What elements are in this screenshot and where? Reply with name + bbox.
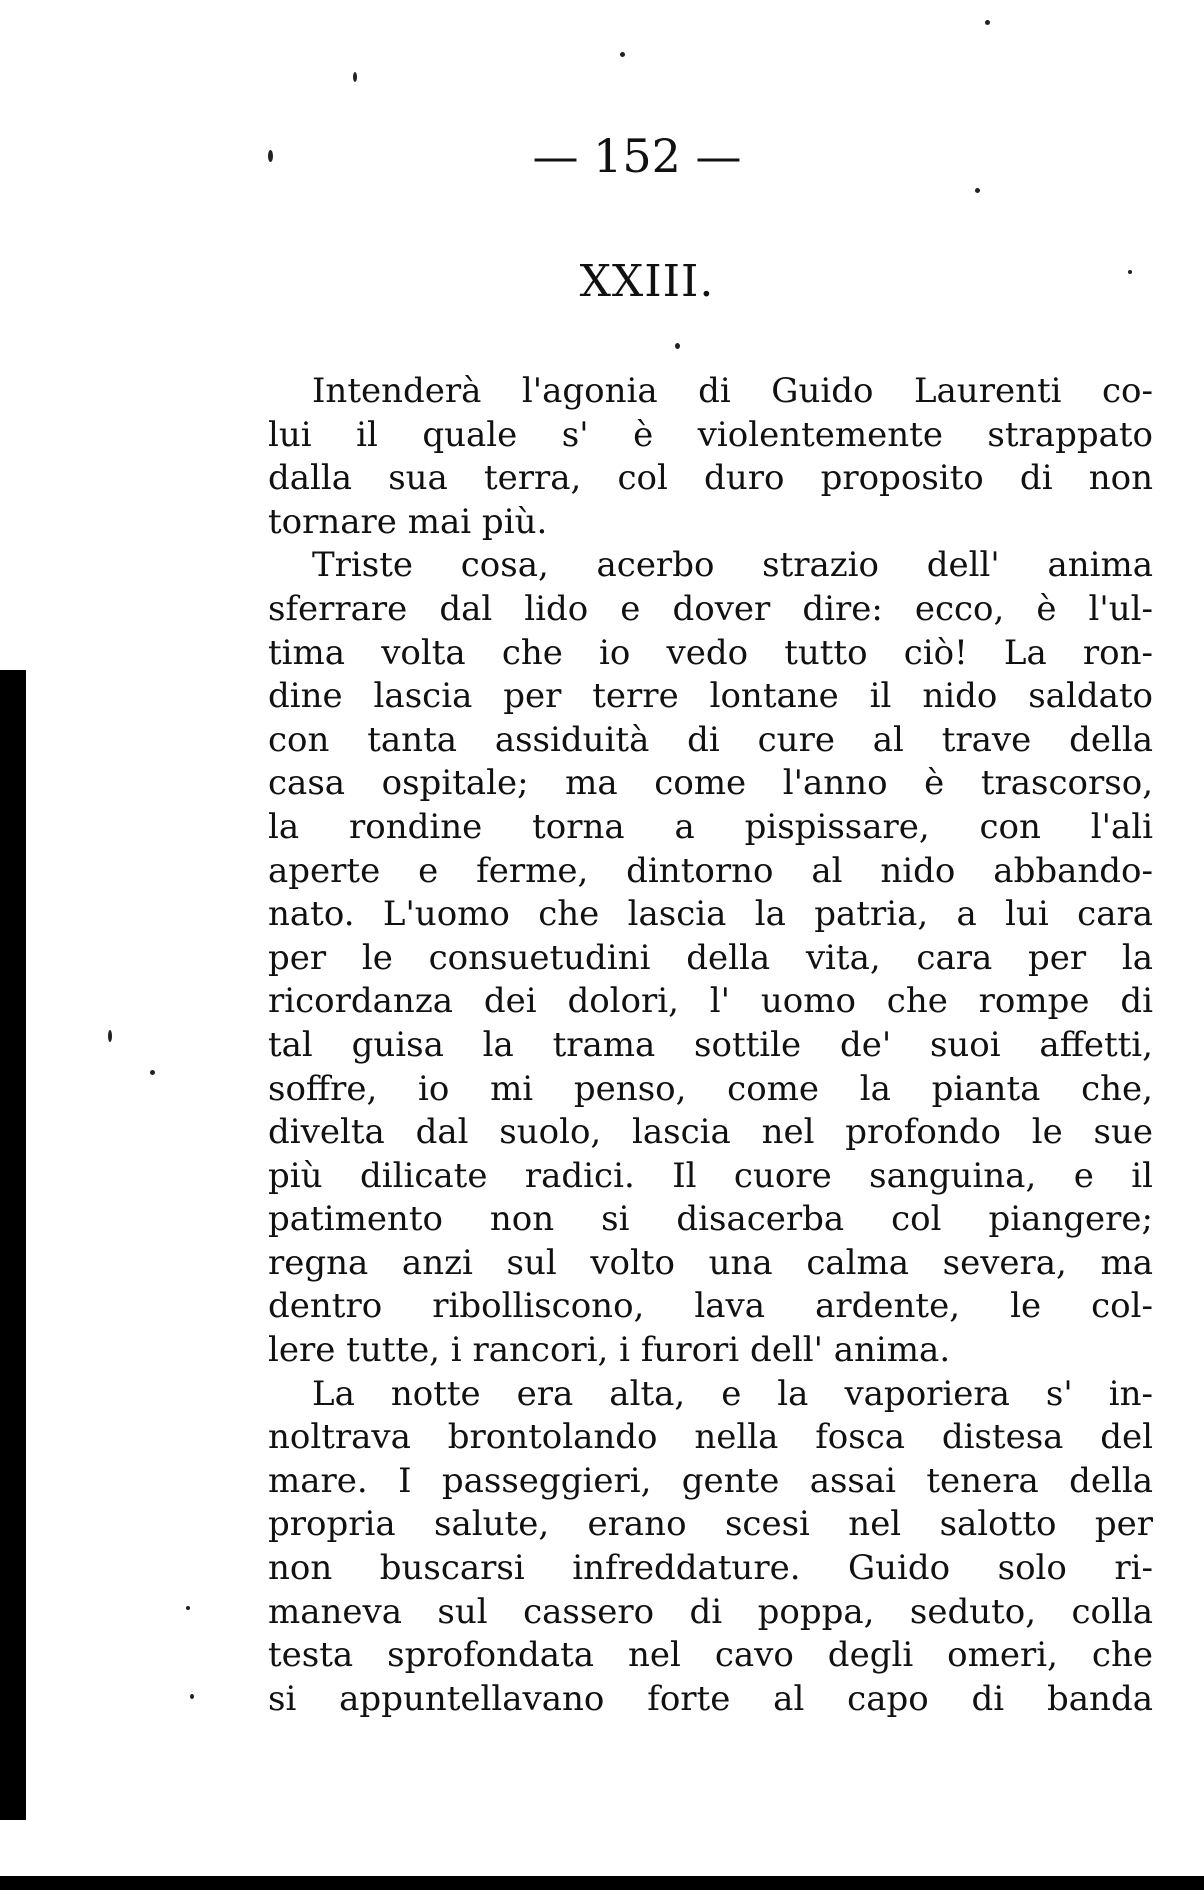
- scan-speck: [108, 1030, 112, 1042]
- text-line: sferrare dal lido e dover dire: ecco, è l'ul-: [268, 588, 1153, 629]
- text-line: per le consuetudini della vita, cara per la: [268, 937, 1153, 978]
- text-line: maneva sul cassero di poppa, seduto, colla: [268, 1591, 1153, 1632]
- text-line: con tanta assiduità di cure al trave della: [268, 719, 1153, 760]
- scan-speck: [620, 52, 625, 57]
- scan-speck: [985, 20, 990, 25]
- text-line: dentro ribolliscono, lava ardente, le col-: [268, 1286, 1153, 1327]
- scan-speck: [675, 343, 680, 349]
- chapter-heading: XXIII.: [579, 256, 715, 307]
- text-line: soffre, io mi penso, come la pianta che,: [268, 1068, 1153, 1109]
- text-line: nato. L'uomo che lascia la patria, a lui cara: [268, 894, 1153, 935]
- page-number: — 152 —: [532, 129, 742, 183]
- text-line: più dilicate radici. Il cuore sanguina, e il: [268, 1155, 1153, 1196]
- text-line: noltrava brontolando nella fosca distesa del: [268, 1417, 1153, 1458]
- scan-bottom-edge: [0, 1876, 1204, 1890]
- text-line: tal guisa la trama sottile de' suoi affetti,: [268, 1024, 1153, 1065]
- text-line: la rondine torna a pispissare, con l'ali: [268, 806, 1153, 847]
- text-line: dalla sua terra, col duro proposito di non: [268, 458, 1153, 499]
- text-line: tornare mai più.: [268, 501, 548, 542]
- text-line: non buscarsi infreddature. Guido solo ri-: [268, 1548, 1153, 1589]
- text-line: ricordanza dei dolori, l' uomo che rompe di: [268, 981, 1153, 1022]
- scan-speck: [150, 1070, 155, 1075]
- text-line: La notte era alta, e la vaporiera s' in-: [312, 1373, 1153, 1414]
- scan-speck: [975, 188, 980, 193]
- text-line: lui il quale s' è violentemente strappato: [268, 414, 1153, 455]
- text-line: lere tutte, i rancori, i furori dell' anima.: [268, 1330, 951, 1371]
- text-line: Intenderà l'agonia di Guido Laurenti co-: [312, 371, 1153, 411]
- text-line: mare. I passeggieri, gente assai tenera della: [268, 1460, 1153, 1501]
- text-line: aperte e ferme, dintorno al nido abbando-: [268, 850, 1153, 891]
- text-line: patimento non si disacerba col piangere;: [268, 1199, 1153, 1240]
- text-line: divelta dal suolo, lascia nel profondo le sue: [268, 1112, 1153, 1153]
- text-line: si appuntellavano forte al capo di banda: [268, 1678, 1153, 1719]
- scan-edge-shadow: [0, 670, 26, 1820]
- body-text: [268, 370, 1153, 1721]
- text-line: casa ospitale; ma come l'anno è trascorso,: [268, 763, 1153, 804]
- scan-speck: [190, 1694, 194, 1699]
- scan-speck: [186, 1606, 190, 1610]
- text-line: dine lascia per terre lontane il nido saldato: [268, 676, 1153, 717]
- text-line: testa sprofondata nel cavo degli omeri, che: [268, 1635, 1153, 1676]
- text-line: tima volta che io vedo tutto ciò! La ron-: [268, 632, 1153, 673]
- text-line: regna anzi sul volto una calma severa, ma: [268, 1242, 1153, 1283]
- text-line: propria salute, erano scesi nel salotto per: [268, 1504, 1153, 1545]
- scan-speck: [353, 72, 357, 82]
- text-line: Triste cosa, acerbo strazio dell' anima: [312, 545, 1153, 586]
